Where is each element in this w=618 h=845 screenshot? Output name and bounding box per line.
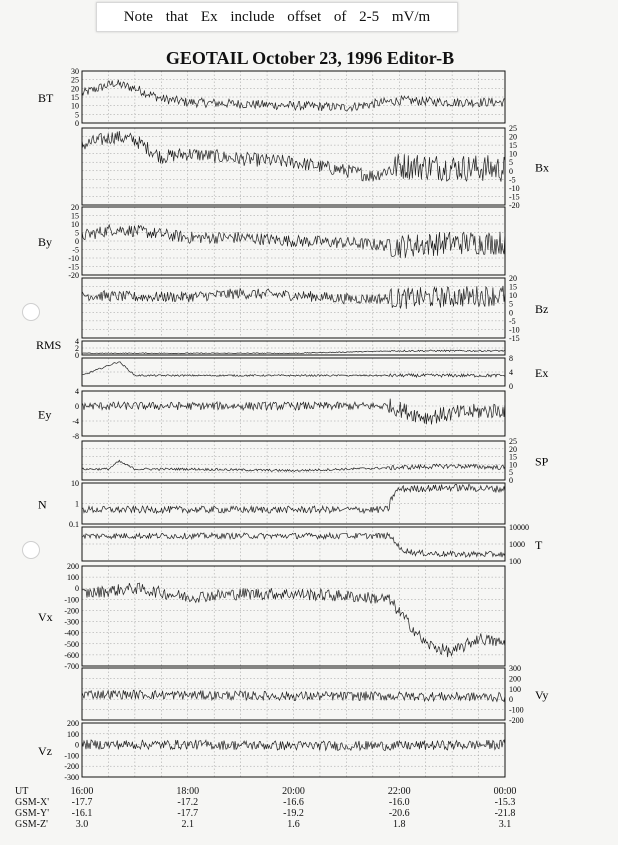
tick-label-bx: 10 [509,149,517,159]
tick-label-bz: -10 [509,325,520,335]
tick-label-by: 0 [75,237,79,246]
panel-label-bx: Bx [535,160,550,175]
tick-label-vy: 300 [509,664,521,673]
tick-label-bz: -15 [509,334,520,343]
gsm-x-value: -16.6 [283,797,304,808]
gsm-y-value: -16.1 [71,808,93,819]
tick-label-bz: -5 [509,316,516,326]
footer-label: UT [15,786,29,797]
panel-label-by: By [38,235,53,249]
tick-label-rms: 2 [75,344,79,353]
tick-label-bz: 5 [509,299,513,309]
footer-label: GSM-Z' [15,819,48,830]
gsm-z-value: 1.8 [393,819,406,830]
footer-label: GSM-X' [15,797,50,808]
offset-note: Note that Ex include offset of 2-5 mV/m [96,2,458,32]
gsm-y-value: -17.7 [177,808,199,819]
gsm-z-value: 1.6 [287,819,300,830]
tick-label-sp: 10 [509,460,517,470]
tick-label-bz: 10 [509,291,517,301]
gsm-x-value: -15.3 [494,797,516,808]
gsm-x-value: -17.2 [177,797,199,808]
tick-label-bx: -5 [509,175,516,185]
tick-label-sp: 5 [509,468,513,478]
gsm-x-value: -17.7 [71,797,93,808]
tick-label-vz: 100 [67,729,79,739]
tick-label-vy: 100 [509,684,521,694]
tick-label-by: 10 [71,220,79,229]
panel-label-vz: Vz [38,744,52,758]
tick-label-vx: -300 [64,617,79,627]
panel-label-n: N [38,497,47,512]
tick-label-vy: -100 [509,705,524,715]
tick-label-ex: 4 [509,368,513,377]
tick-label-vx: -200 [64,606,79,616]
gsm-y-value: -20.6 [388,808,410,819]
panel-label-sp: SP [535,454,549,469]
tick-label-t: 100 [509,557,521,566]
tick-label-sp: 25 [509,437,517,446]
tick-label-bx: 20 [509,132,517,142]
tick-label-bx: 15 [509,141,517,151]
tick-label-vy: 200 [509,674,521,684]
tick-label-rms: 0 [75,351,79,360]
panel-frame-sp [82,441,505,480]
tick-label-by: 20 [71,203,79,212]
tick-label-rms: 4 [75,337,79,346]
tick-label-t: 10000 [509,523,529,532]
gsm-z-value: 3.1 [498,819,512,830]
tick-label-bx: 5 [509,158,513,168]
tick-label-vz: -100 [64,751,79,761]
tick-label-bx: 0 [509,166,513,176]
tick-label-n: 0.1 [69,520,79,529]
panel-label-bt: BT [38,91,54,105]
tick-label-ey: 0 [75,402,79,411]
tick-label-by: -5 [72,245,79,255]
tick-label-bt: 10 [71,101,79,111]
tick-label-t: 1000 [509,540,525,549]
tick-label-bt: 30 [71,67,79,76]
ut-tick-label: 16:00 [70,786,94,797]
tick-label-n: 1 [75,499,79,509]
panel-label-vy: Vy [535,688,549,702]
tick-label-bx: -10 [509,183,520,193]
panel-label-t: T [535,538,543,552]
tick-label-ex: 0 [509,382,513,391]
tick-label-sp: 15 [509,452,517,462]
tick-label-vx: -700 [64,662,79,671]
gsm-z-value: 2.1 [181,819,194,830]
tick-label-bt: 15 [71,93,79,102]
ut-tick-label: 18:00 [176,786,200,797]
panel-label-ey: Ey [38,407,52,422]
tick-label-bx: -20 [509,201,520,210]
tick-label-vy: 0 [509,695,513,705]
tick-label-bx: 25 [509,124,517,133]
gsm-z-value: 3.0 [75,819,89,830]
tick-label-vx: 0 [75,584,79,594]
tick-label-vx: -500 [64,639,79,649]
tick-label-by: -10 [68,254,79,263]
tick-label-sp: 0 [509,476,513,485]
gsm-y-value: -19.2 [283,808,304,819]
gsm-y-value: -21.8 [494,808,516,819]
tick-label-sp: 20 [509,444,517,454]
footer-label: GSM-Y' [15,808,50,819]
tick-label-bz: 20 [509,274,517,283]
tick-label-by: -20 [68,271,79,280]
panel-label-bz: Bz [535,302,549,316]
tick-label-bz: 0 [509,308,513,318]
tick-label-bz: 15 [509,282,517,292]
gsm-x-value: -16.0 [388,797,410,808]
tick-label-vx: -100 [64,595,79,605]
tick-label-bt: 25 [71,75,79,85]
panel-label-vx: Vx [38,610,53,624]
chart-title: GEOTAIL October 23, 1996 Editor-B [165,48,455,68]
tick-label-vx: -600 [64,650,79,660]
tick-label-vz: 200 [67,719,79,728]
tick-label-vx: 100 [67,573,79,583]
tick-label-n: 10 [71,479,79,488]
tick-label-vy: -200 [509,716,524,725]
tick-label-vx: -400 [64,628,79,638]
tick-label-bt: 5 [75,110,79,120]
panel-label-ex: Ex [535,366,549,380]
tick-label-ey: 4 [75,387,79,396]
tick-label-ey: -4 [72,417,79,426]
tick-label-bx: -15 [509,192,520,202]
tick-label-by: -15 [68,262,79,272]
panel-label-rms: RMS [36,338,62,352]
panel-frame-bz [82,278,505,338]
ut-tick-label: 00:00 [493,786,517,797]
tick-label-vx: 200 [67,562,79,571]
tick-label-vz: 0 [75,740,79,750]
ut-tick-label: 20:00 [282,786,305,797]
tick-label-ex: 8 [509,354,513,363]
tick-label-vz: -200 [64,762,79,772]
ut-tick-label: 22:00 [387,786,411,797]
tick-label-by: 5 [75,228,79,238]
tick-label-bt: 0 [75,119,79,128]
tick-label-ey: -8 [72,432,79,441]
tick-label-vz: -300 [64,773,79,782]
tick-label-by: 15 [71,211,79,221]
tick-label-bt: 20 [71,84,79,94]
